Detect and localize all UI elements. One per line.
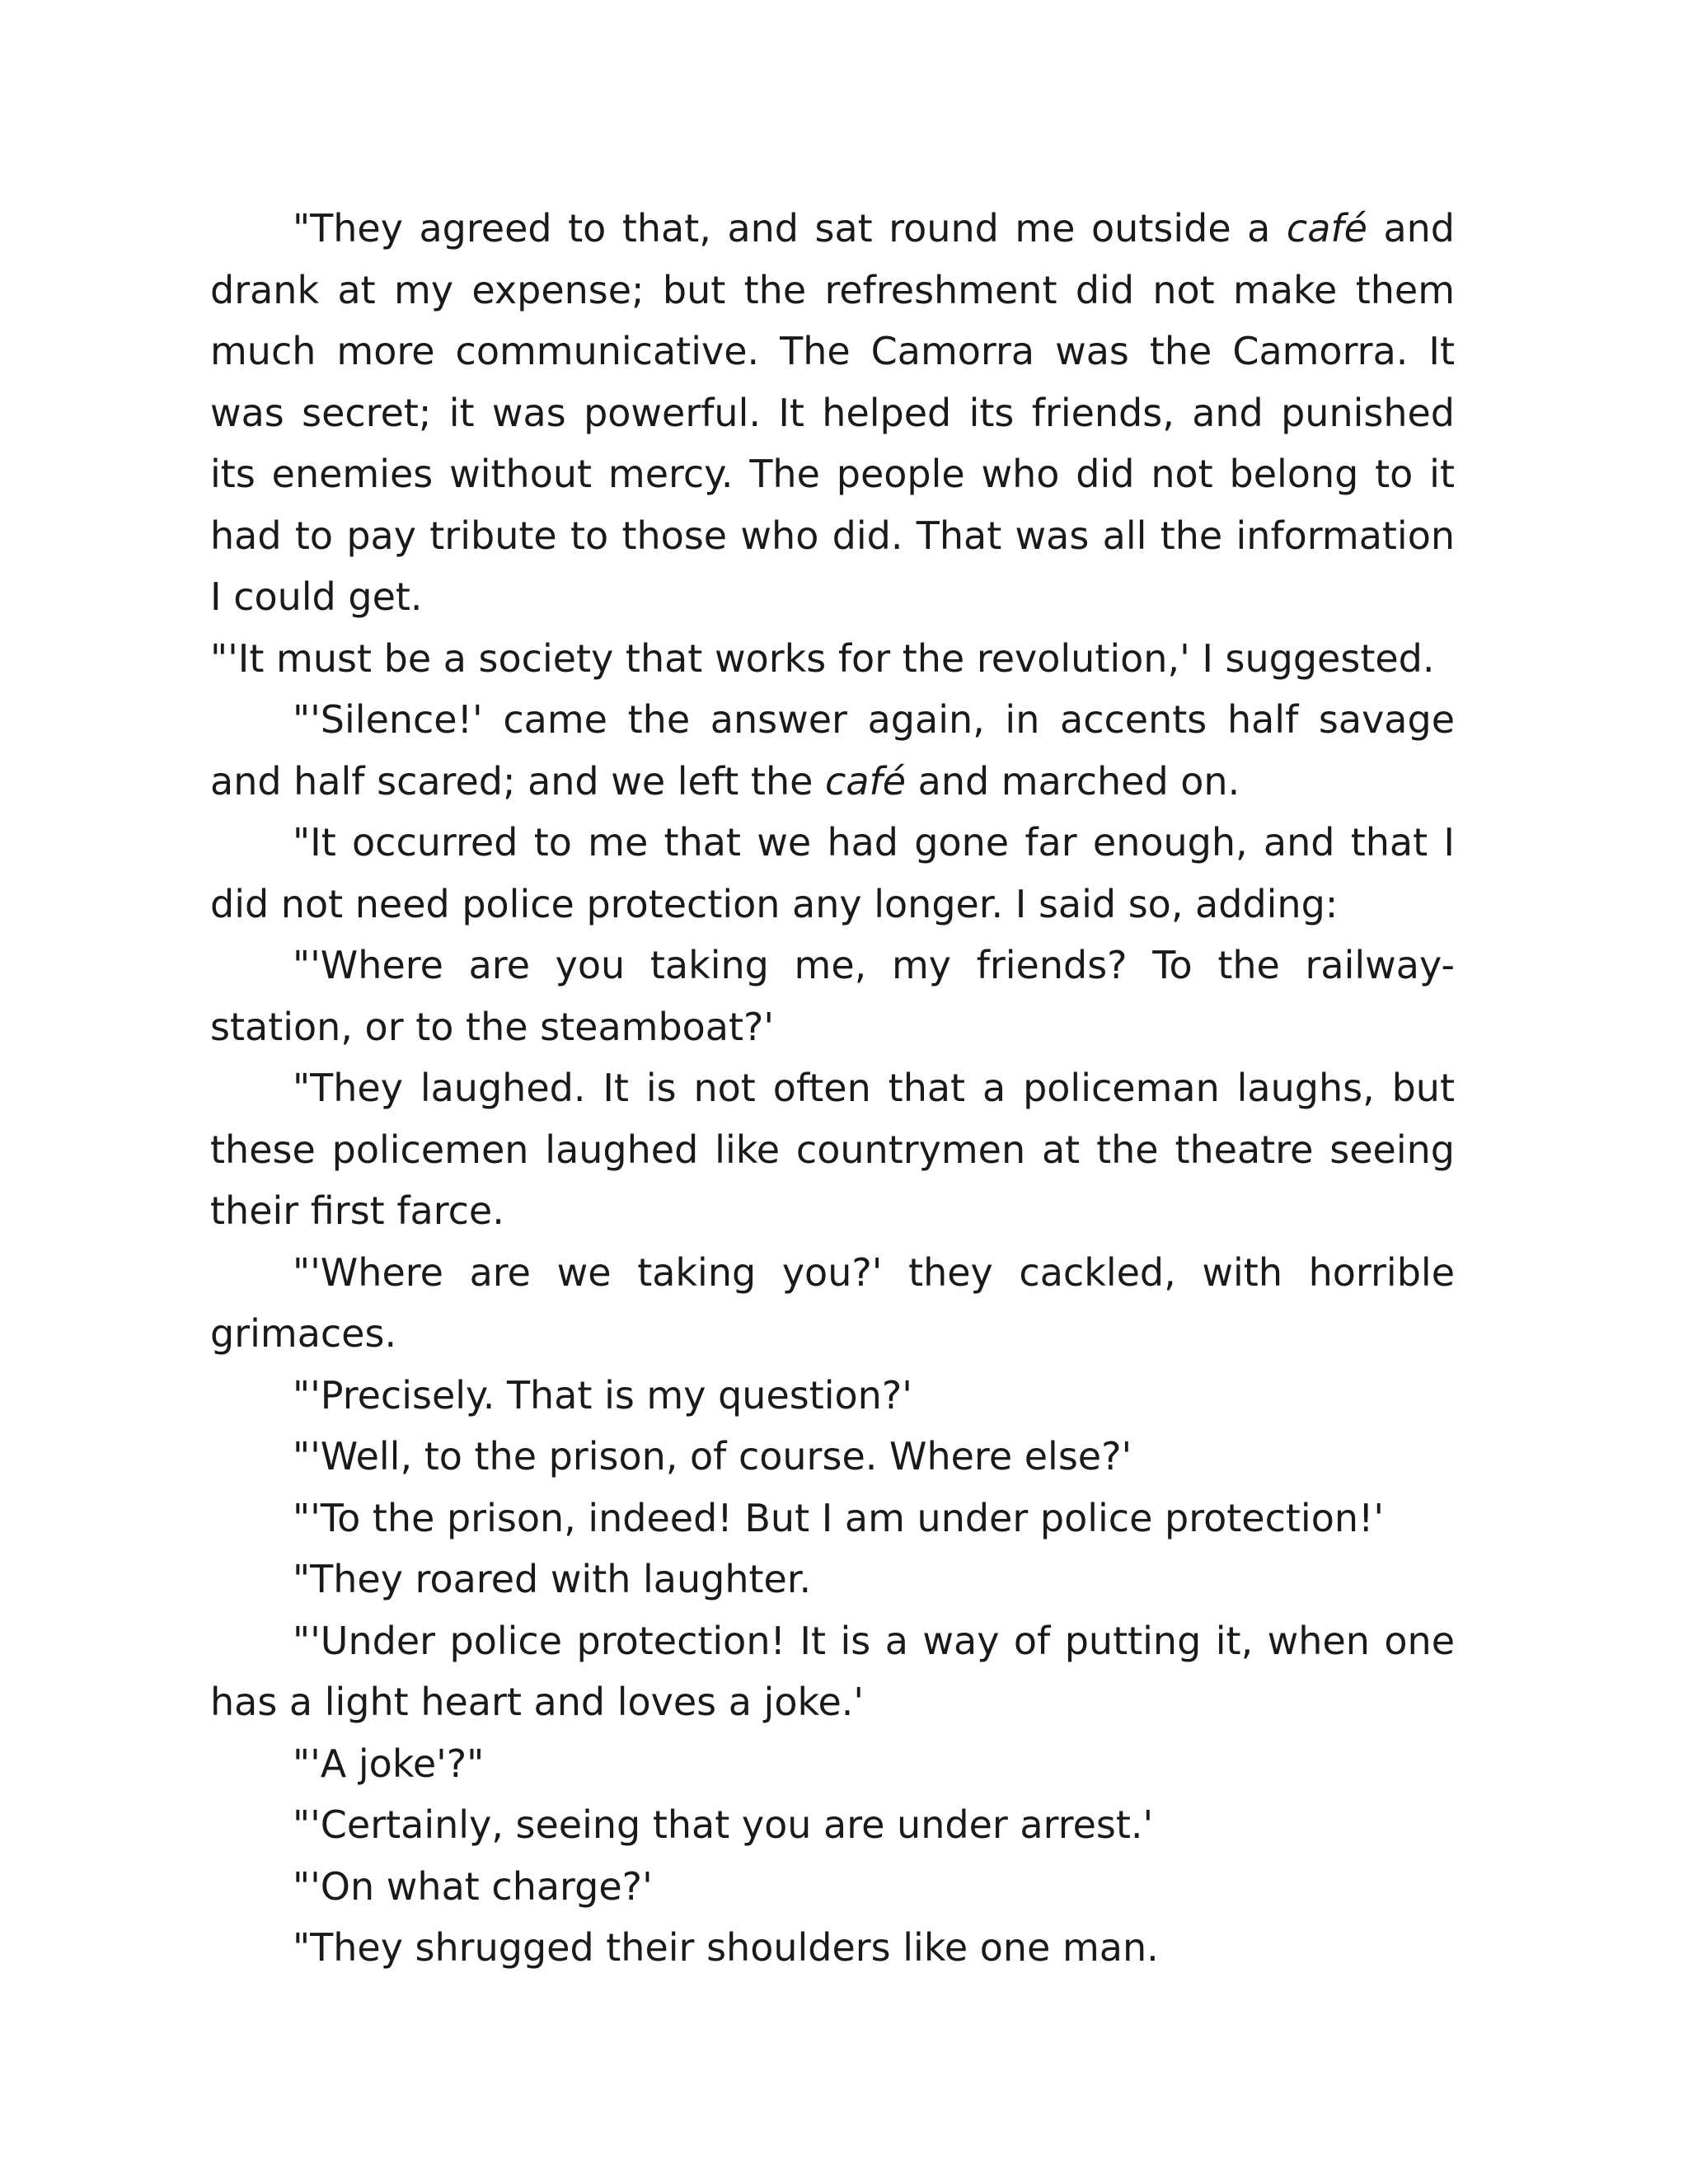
italic-text-segment: café <box>1286 206 1367 251</box>
paragraph <box>210 198 1455 628</box>
text-segment: "They roared with laughter. <box>293 1557 812 1601</box>
text-segment: "'Where are you taking me, my friends? To the railway-station, or to the steamboat?' <box>210 943 1455 1049</box>
paragraph <box>210 1426 1455 1488</box>
paragraph <box>210 1733 1455 1795</box>
text-segment: "'Under police protection! It is a way of putting it, when one has a light heart and loves a joke.' <box>210 1618 1455 1724</box>
text-segment: "'Precisely. That is my question?' <box>293 1372 912 1418</box>
text-segment: and marched on. <box>906 758 1240 804</box>
text-segment: "It occurred to me that we had gone far enough, and that I did not need police protection any longer. I said so, adding: <box>210 820 1455 926</box>
paragraph <box>210 1794 1455 1856</box>
paragraph <box>210 1549 1455 1610</box>
paragraph <box>210 1242 1455 1365</box>
paragraph <box>210 689 1455 812</box>
text-segment: "'Silence!' came the answer again, in accents half savage and half scared; and we left the <box>210 697 1455 804</box>
text-segment: "'To the prison, indeed! But I am under police protection!' <box>293 1495 1385 1540</box>
text-segment: "'Well, to the prison, of course. Where else?' <box>293 1434 1132 1479</box>
paragraph <box>210 628 1455 690</box>
text-segment: "'Where are we taking you?' they cackled, with horrible grimaces. <box>210 1249 1455 1356</box>
text-segment: "'A joke'?" <box>293 1741 485 1786</box>
body-text <box>210 198 1455 1979</box>
paragraph <box>210 812 1455 935</box>
text-segment: "'It must be a society that works for the revolution,' I suggested. <box>210 635 1435 681</box>
italic-text-segment: café <box>825 758 907 804</box>
text-segment: "'On what charge?' <box>293 1863 653 1909</box>
paragraph <box>210 935 1455 1057</box>
document-page <box>210 198 1455 1979</box>
text-segment: "They laughed. It is not often that a policeman laughs, but these policemen laughed like countrymen at the theatre seeing their first farce. <box>210 1066 1455 1233</box>
paragraph <box>210 1057 1455 1242</box>
text-segment: "They shrugged their shoulders like one man. <box>293 1925 1159 1970</box>
paragraph <box>210 1488 1455 1549</box>
paragraph <box>210 1365 1455 1427</box>
text-segment: "'Certainly, seeing that you are under arrest.' <box>293 1802 1154 1847</box>
paragraph <box>210 1610 1455 1733</box>
paragraph <box>210 1856 1455 1918</box>
text-segment: and drank at my expense; but the refreshment did not make them much more communicative. The Camorra was the Camorra. It was secret; it was powerful. It helped its friends, and punished its enemies without mercy. The people who did not belong to it had to pay tribute to those who did. That was all the information I could get. <box>210 206 1455 619</box>
text-segment: "They agreed to that, and sat round me outside a <box>293 206 1287 251</box>
paragraph <box>210 1917 1455 1979</box>
